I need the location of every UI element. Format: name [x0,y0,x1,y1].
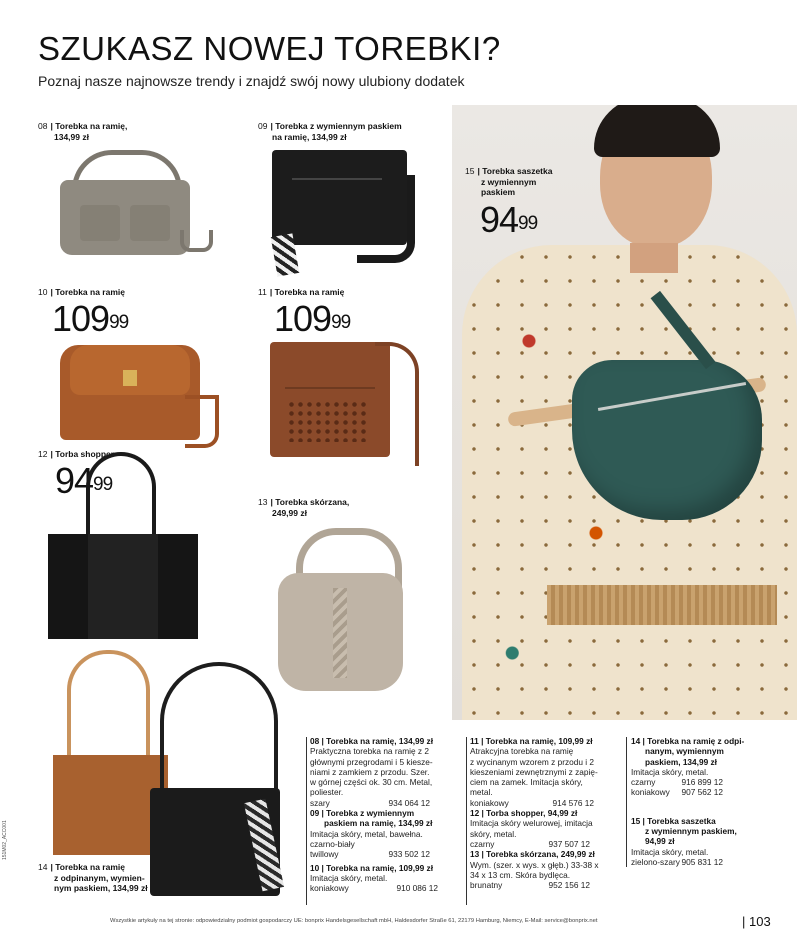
product-13-image[interactable] [278,528,408,693]
product-12-label: 12 | Torba shopper [38,449,115,459]
product-08-image[interactable] [60,150,195,260]
product-13-label: 13 | Torebka skórzana, 249,99 zł [258,497,350,518]
description-14: 14 | Torebka na ramię z odpi- nanym, wymiennym paskiem, 134,99 zł Imitacja skóry, metal. czarny 916 899 12 koniakowy 907 562 12 [631,736,745,798]
product-12-image[interactable] [48,452,198,642]
page-title: SZUKASZ NOWEJ TOREBKI? [38,30,501,67]
product-12-price: $94^{99}$ [55,460,113,501]
description-column-2 [470,736,620,890]
product-14-label: 14 | Torebka na ramię z odpinanym, wymien- nym paskiem, 134,99 zł [38,862,148,893]
description-09: 09 | Torebka z wymiennym paskiem na ramię, 134,99 zł Imitacja skóry, metal, bawełna. czarno-biały twillowy 933 502 12 [310,808,433,860]
description-column-1 [310,736,458,893]
model-photo [452,105,797,720]
product-10-price: $109^{99}$ [52,298,129,339]
product-11-label: 11 | Torebka na ramię [258,287,345,297]
footer-legal-text: Wszystkie artykuły na tej stronie: odpowiedzialny podmiot gospodarczy UE: bonprix Handelsgesellschaft mbH, Haldesdorfer Straße 61, 22179 Hamburg, Niemcy, E-Mail: service@bonprix.net [110,918,598,924]
product-15-price: $94^{99}$ [480,199,538,240]
description-08: 08 | Torebka na ramię, 134,99 zł Praktyczna torebka na ramię z 2 głównymi przegrodami i 5 kiesze- niami z zamkiem z przodu. Szer. w górnej części ok. 30 cm. Metal, poliester. szary 934 064 12 [310,736,433,808]
product-09-label: 09 | Torebka z wymiennym paskiem na ramię, 134,99 zł [258,121,402,142]
page-subtitle: Poznaj nasze najnowsze trendy i znajdź swój nowy ulubiony dodatek [38,73,465,89]
product-10-label: 10 | Torebka na ramię [38,287,125,297]
product-08-label: 08 | Torebka na ramię, 134,99 zł [38,121,128,142]
description-13: 13 | Torebka skórzana, 249,99 zł Wym. (szer. x wys. x głęb.) 33-38 x 34 x 13 cm. Skóra bydlęca. brunatny 952 156 12 [470,849,599,891]
product-11-image[interactable] [265,342,425,467]
product-09-image[interactable] [262,150,422,265]
description-11: 11 | Torebka na ramię, 109,99 zł Atrakcyjna torebka na ramię z wycinanym wzorem z przodu i 2 kieszeniami zewnętrznymi z zapię- ciem na zamek. Imitacja skóry, metal. koniakowy 914 576 12 [470,736,598,808]
product-11-price: $109^{99}$ [274,298,351,339]
side-code: 151M02_ACC001 [2,820,8,860]
description-column-3 [631,736,781,867]
product-10-image[interactable] [55,340,225,450]
description-10: 10 | Torebka na ramię, 109,99 zł Imitacja skóry, metal. koniakowy 910 086 12 [310,862,438,894]
description-15: 15 | Torebka saszetka z wymiennym paskiem, 94,99 zł Imitacja skóry, metal. zielono-szary 905 831 12 [631,815,737,867]
page-number: | 103 [742,914,771,929]
description-12: 12 | Torba shopper, 94,99 zł Imitacja skóry welurowej, imitacja skóry, metal. czarny 937 507 12 [470,808,593,849]
product-15-label: 15 | Torebka saszetka z wymiennym paskiem [465,166,553,197]
